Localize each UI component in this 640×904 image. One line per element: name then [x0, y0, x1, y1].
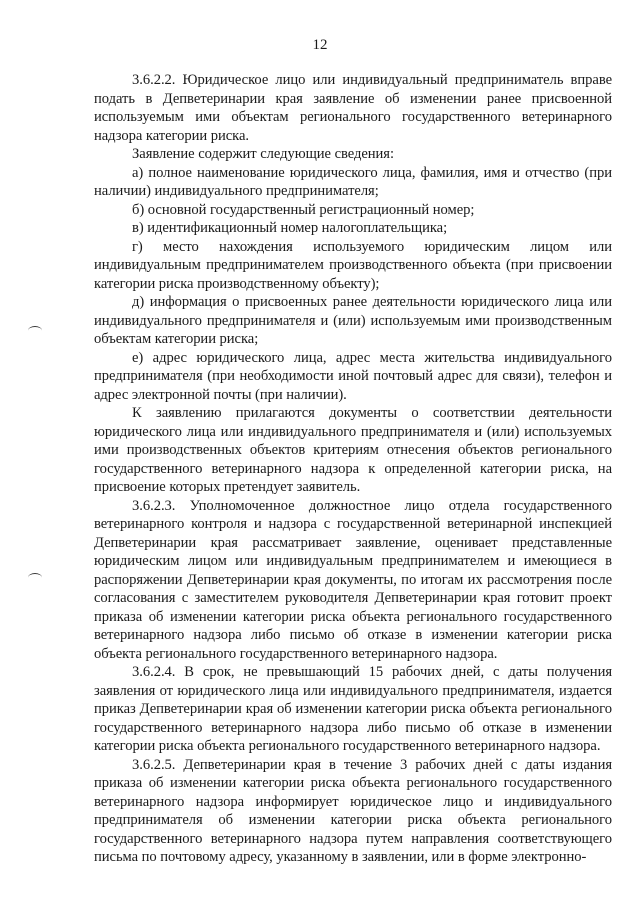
page-number: 12 — [312, 37, 328, 53]
paragraph-3-6-2-4: 3.6.2.4. В срок, не превышающий 15 рабочих дней, с даты получения заявления от юридического лица или индивидуального предпринимателя, издается приказ Депветеринарии края об изменении категории риска объекта регионального государственного ветеринарного надзора либо письмо об отказе в изменении категории риска объекта регионального государственного ветеринарного надзора. — [94, 664, 612, 754]
list-item-e: е) адрес юридического лица, адрес места жительства индивидуального предпринимателя (при необходимости иной почтовый адрес для связи), телефон и адрес электронной почты (при наличии). — [94, 349, 612, 403]
list-item-v: в) идентификационный номер налогоплательщика; — [132, 220, 448, 236]
paragraph-attachments: К заявлению прилагаются документы о соответствии деятельности юридического лица или индивидуального предпринимателя и (или) используемых ими производственных объектов критериям отнесения объектов регионального государственного ветеринарного надзора к определенной категории риска, на присвоение которых претендует заявитель. — [94, 405, 612, 495]
paragraph-3-6-2-2: 3.6.2.2. Юридическое лицо или индивидуальный предприниматель вправе подать в Депветеринарии края заявление об изменении ранее присвоенной используемым ими объектам регионального государственного ветеринарного надзора категории риска. — [94, 72, 612, 144]
margin-pencil-mark — [28, 326, 42, 335]
document-body — [94, 71, 612, 867]
paragraph-3-6-2-3: 3.6.2.3. Уполномоченное должностное лицо отдела государственного ветеринарного контроля и надзора с государственной ветеринарной инспекцией Депветеринарии края рассматривает заявление, оценивает представленные юридическим лицом или индивидуальным предпринимателем и имеющиеся в распоряжении Депветеринарии края документы, по итогам их рассмотрения после согласования с заместителем руководителя Депветеринарии края готовит проект приказа об изменении категории риска объекта регионального государственного ветеринарного надзора либо письмо об отказе в изменении категории риска объекта регионального государственного ветеринарного надзора. — [94, 497, 612, 662]
paragraph-3-6-2-5: 3.6.2.5. Депветеринарии края в течение 3 рабочих дней с даты издания приказа об изменении категории риска объекта регионального государственного ветеринарного надзора информирует юридическое лицо и индивидуального предпринимателя об изменении категории риска объекта регионального государственного ветеринарного надзора путем направления соответствующего письма по почтовому адресу, указанному в заявлении, или в форме электронно- — [94, 756, 612, 865]
paragraph-application-contents: Заявление содержит следующие сведения: — [132, 146, 394, 162]
list-item-d: д) информация о присвоенных ранее деятельности юридического лица или индивидуального предпринимателя и (или) используемым ими производственным объектам категории риска; — [94, 294, 612, 347]
list-item-b: б) основной государственный регистрационный номер; — [132, 201, 475, 218]
margin-pencil-mark — [28, 573, 42, 582]
list-item-a: а) полное наименование юридического лица, фамилия, имя и отчество (при наличии) индивидуального предпринимателя; — [94, 164, 612, 199]
list-item-g: г) место нахождения используемого юридическим лицом или индивидуальным предпринимателем производственного объекта (при присвоении категории риска производственному объекту); — [94, 238, 612, 292]
